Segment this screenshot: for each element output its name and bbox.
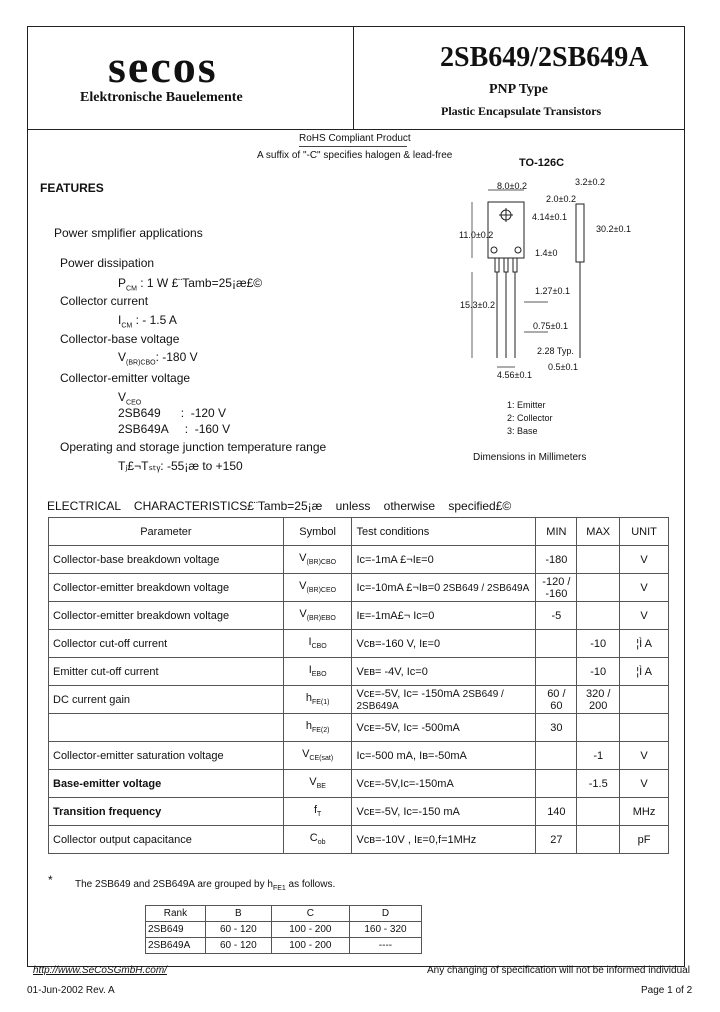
ec-cond-variant: 2SB649 / 2SB649A (356, 688, 504, 712)
ec-max (577, 546, 620, 574)
ec-min: 30 (536, 714, 577, 742)
ec-min: -180 (536, 546, 577, 574)
ec-symbol (283, 658, 352, 686)
ec-row (49, 714, 669, 742)
ec-param: Collector cut-off current (49, 630, 284, 658)
dim-total-length: 30.2±0.1 (596, 224, 631, 234)
ec-cond (352, 602, 536, 630)
dim-typ: 2.28 Typ. (537, 346, 574, 356)
cbv-value (118, 350, 198, 366)
rank-cell: 60 - 120 (205, 938, 271, 954)
ec-cond-main: Vᴇʙ= -4V, Iᴄ=0 (356, 665, 428, 678)
rohs-line2: A suffix of "-C" specifies halogen & lead-free (257, 150, 453, 161)
current-subscript: CM (121, 322, 133, 330)
ec-symbol (283, 770, 352, 798)
ec-row (49, 742, 669, 770)
ec-unit: MHz (620, 798, 669, 826)
ec-symbol-main: V (299, 552, 307, 565)
ec-cond (352, 742, 536, 770)
part-number: 2SB649/2SB649A (440, 42, 649, 73)
ec-symbol (283, 798, 352, 826)
note-star: * (48, 873, 53, 887)
ec-symbol (283, 546, 352, 574)
ec-row (49, 770, 669, 798)
ec-symbol-main: I (308, 636, 312, 649)
rank-h-0: Rank (146, 906, 206, 922)
ec-symbol-main: V (302, 748, 310, 761)
ec-unit: V (620, 742, 669, 770)
dim-lead-thickness: 0.5±0.1 (548, 362, 578, 372)
note-text (75, 879, 335, 892)
dim-pitch: 1.27±0.1 (535, 286, 570, 296)
dim-thickness: 3.2±0.2 (575, 177, 605, 187)
company-name: Elektronische Bauelemente (80, 90, 243, 105)
ec-unit: V (620, 574, 669, 602)
subtitle: Plastic Encapsulate Transistors (441, 104, 602, 118)
rank-h-2: C (271, 906, 349, 922)
pin-2: 2: Collector (507, 413, 553, 423)
ec-symbol-main: h (305, 720, 312, 733)
power-subscript: CM (126, 285, 137, 293)
ec-min (536, 770, 577, 798)
cev-label: Collector-emitter voltage (60, 371, 191, 385)
ec-symbol-main: h (305, 692, 312, 705)
ec-symbol-main: V (299, 608, 307, 621)
ec-cond (352, 686, 536, 714)
ec-title: ELECTRICAL CHARACTERISTICS£¨Tamb=25¡æ unless otherwise specified£© (47, 499, 512, 513)
power-value (118, 276, 262, 292)
rank-cell: 160 - 320 (349, 922, 421, 938)
cbv-label: Collector-base voltage (60, 332, 180, 346)
ec-param: DC current gain (49, 686, 284, 714)
rank-cell: 2SB649A (146, 938, 206, 954)
power-label: Power dissipation (60, 256, 155, 270)
temp-label: Operating and storage junction temperature range (60, 440, 327, 454)
rank-header-row (146, 906, 422, 922)
current-label: Collector current (60, 294, 149, 308)
power-spec: : 1 W £¨Tamb=25¡æ£© (140, 276, 263, 290)
footer-date: 01-Jun-2002 Rev. A (27, 985, 115, 996)
cev-subscript: CEO (126, 399, 142, 407)
ec-cond-main: Vᴄᴇ=-5V, Iᴄ=-150 mA (356, 805, 460, 818)
cbv-symbol: V (118, 350, 127, 364)
ec-symbol-main: V (309, 776, 317, 789)
transistor-type: PNP Type (489, 82, 548, 97)
note-subscript: FE1 (272, 885, 286, 892)
ec-max (577, 798, 620, 826)
company-logo: secos (108, 41, 218, 92)
cbv-subscript: (BR)CBO (126, 359, 156, 367)
ec-table (48, 517, 669, 854)
ec-header-row (49, 518, 669, 546)
ec-symbol (283, 574, 352, 602)
ec-symbol-sub: (BR)CEO (306, 587, 337, 595)
pin-1: 1: Emitter (507, 400, 546, 410)
ec-unit (620, 686, 669, 714)
ec-symbol (283, 826, 352, 854)
current-value (118, 313, 177, 329)
ec-min (536, 742, 577, 770)
dim-body-height: 11.0±0.2 (459, 230, 494, 240)
ec-symbol-sub: BE (316, 783, 326, 791)
ec-symbol-sub: (BR)EBO (306, 615, 336, 623)
ec-row (49, 798, 669, 826)
ec-min: -5 (536, 602, 577, 630)
ec-max: -1 (577, 742, 620, 770)
pin-3: 3: Base (507, 426, 538, 436)
footer-disclaimer: Any changing of specification will not be informed individual (427, 965, 690, 976)
ec-max: -1.5 (577, 770, 620, 798)
ec-unit: pF (620, 826, 669, 854)
dim-tab: 2.0±0.2 (546, 194, 576, 204)
ec-cond-main: Iᴄ=-10mA £¬Iʙ=0 (356, 581, 441, 594)
ec-min: -120 / -160 (536, 574, 577, 602)
rank-cell: 100 - 200 (271, 922, 349, 938)
ec-max (577, 714, 620, 742)
ec-h-param: Parameter (49, 518, 284, 546)
ec-param: Collector-emitter breakdown voltage (49, 574, 284, 602)
ec-h-unit: UNIT (620, 518, 669, 546)
package-drawing (458, 172, 608, 382)
features-title: FEATURES (40, 181, 104, 195)
ec-unit: V (620, 546, 669, 574)
ec-unit: V (620, 770, 669, 798)
current-symbol: I (118, 313, 122, 327)
dim-hole: 4.14±0.1 (532, 212, 567, 222)
ec-cond (352, 714, 536, 742)
rank-h-1: B (205, 906, 271, 922)
header-divider (27, 129, 684, 130)
ec-min: 140 (536, 798, 577, 826)
dims-note: Dimensions in Millimeters (473, 452, 587, 463)
ec-symbol-main: f (313, 804, 318, 817)
ec-symbol (283, 686, 352, 714)
rank-cell: ---- (349, 938, 421, 954)
temp-value: Tⱼ£¬Tₛₜᵧ: -55¡æ to +150 (118, 459, 243, 473)
ec-param: Emitter cut-off current (49, 658, 284, 686)
ec-cond (352, 546, 536, 574)
ec-cond (352, 826, 536, 854)
application-text: Power smplifier applications (54, 226, 203, 240)
ec-symbol-sub: CE(sat) (309, 755, 334, 763)
ec-param: Transition frequency (49, 798, 284, 826)
dim-step: 1.4±0 (535, 248, 558, 258)
ec-param: Collector-base breakdown voltage (49, 546, 284, 574)
ec-unit (620, 714, 669, 742)
ec-unit: ¦Ì A (620, 658, 669, 686)
ec-min (536, 630, 577, 658)
note-body: The 2SB649 and 2SB649A are grouped by h (75, 879, 273, 890)
ec-cond (352, 798, 536, 826)
ec-cond-variant: 2SB649 / 2SB649A (440, 582, 530, 594)
ec-max: 320 / 200 (577, 686, 620, 714)
ec-param: Collector-emitter saturation voltage (49, 742, 284, 770)
ec-min (536, 658, 577, 686)
ec-param (49, 714, 284, 742)
ec-cond (352, 770, 536, 798)
dim-lead-length: 15.3±0.2 (460, 300, 495, 310)
footer-url[interactable]: http://www.SeCoSGmbH.com/ (33, 965, 167, 976)
ec-symbol-sub: EBO (311, 671, 327, 679)
ec-cond (352, 658, 536, 686)
ec-symbol (283, 742, 352, 770)
ec-symbol-sub: T (317, 811, 322, 819)
ec-h-max: MAX (577, 518, 620, 546)
cev-2sb649a: 2SB649A : -160 V (118, 422, 231, 436)
ec-param: Collector-emitter breakdown voltage (49, 602, 284, 630)
ec-cond-main: Vᴄᴇ=-5V, Iᴄ= -150mA (356, 687, 460, 700)
ec-param: Collector output capacitance (49, 826, 284, 854)
rank-table (145, 905, 422, 954)
cev-symbol-line (118, 390, 141, 406)
header-vertical-divider (353, 26, 354, 130)
rohs-line1: RoHS Compliant Product (299, 133, 411, 144)
note-tail: as follows. (285, 879, 336, 890)
ec-symbol-sub: (BR)CBO (306, 559, 337, 567)
ec-min: 60 / 60 (536, 686, 577, 714)
ec-row (49, 658, 669, 686)
ec-row (49, 602, 669, 630)
rank-cell: 60 - 120 (205, 922, 271, 938)
package-name: TO-126C (519, 157, 565, 169)
ec-symbol-main: V (299, 580, 307, 593)
cev-symbol: V (118, 390, 127, 404)
ec-row (49, 574, 669, 602)
ec-row (49, 686, 669, 714)
ec-max: -10 (577, 630, 620, 658)
ec-cond-main: Iᴇ=-1mA£¬ Iᴄ=0 (356, 609, 435, 622)
ec-row (49, 630, 669, 658)
ec-row (49, 826, 669, 854)
ec-param: Base-emitter voltage (49, 770, 284, 798)
ec-row (49, 546, 669, 574)
power-symbol: P (118, 276, 127, 290)
ec-symbol (283, 714, 352, 742)
ec-symbol-main: I (308, 664, 312, 677)
ec-h-cond: Test conditions (352, 518, 536, 546)
rank-h-3: D (349, 906, 421, 922)
ec-cond-main: Iᴄ=-500 mA, Iʙ=-50mA (356, 749, 467, 762)
rohs-underline (299, 146, 407, 147)
rank-row (146, 922, 422, 938)
ec-symbol-sub: FE(1) (311, 699, 330, 707)
ec-cond-main: Vᴄʙ=-10V , Iᴇ=0,f=1MHz (356, 833, 477, 846)
footer-page: Page 1 of 2 (641, 985, 693, 996)
cbv-spec: : -180 V (155, 350, 198, 364)
dim-lead-span: 4.56±0.1 (497, 370, 532, 380)
ec-symbol-sub: ob (317, 839, 326, 847)
ec-cond-main: Vᴄᴇ=-5V, Iᴄ= -500mA (356, 721, 460, 734)
ec-cond-main: Vᴄᴇ=-5V,Iᴄ=-150mA (356, 777, 454, 790)
ec-symbol (283, 630, 352, 658)
ec-symbol (283, 602, 352, 630)
ec-symbol-sub: FE(2) (311, 727, 330, 735)
ec-cond (352, 574, 536, 602)
ec-unit: V (620, 602, 669, 630)
ec-cond-main: Vᴄʙ=-160 V, Iᴇ=0 (356, 637, 441, 650)
rank-cell: 2SB649 (146, 922, 206, 938)
ec-max (577, 574, 620, 602)
ec-symbol-main: C (309, 832, 318, 845)
dim-width: 8.0±0.2 (497, 181, 527, 191)
ec-cond (352, 630, 536, 658)
ec-h-min: MIN (536, 518, 577, 546)
current-spec: : - 1.5 A (135, 313, 177, 327)
dim-lead-width: 0.75±0.1 (533, 321, 568, 331)
ec-h-symbol: Symbol (283, 518, 352, 546)
ec-cond-main: Iᴄ=-1mA £¬Iᴇ=0 (356, 553, 434, 566)
ec-max (577, 826, 620, 854)
rank-cell: 100 - 200 (271, 938, 349, 954)
cev-2sb649: 2SB649 : -120 V (118, 406, 227, 420)
rank-row (146, 938, 422, 954)
ec-symbol-sub: CBO (311, 643, 327, 651)
ec-max: -10 (577, 658, 620, 686)
ec-max (577, 602, 620, 630)
ec-unit: ¦Ì A (620, 630, 669, 658)
ec-min: 27 (536, 826, 577, 854)
